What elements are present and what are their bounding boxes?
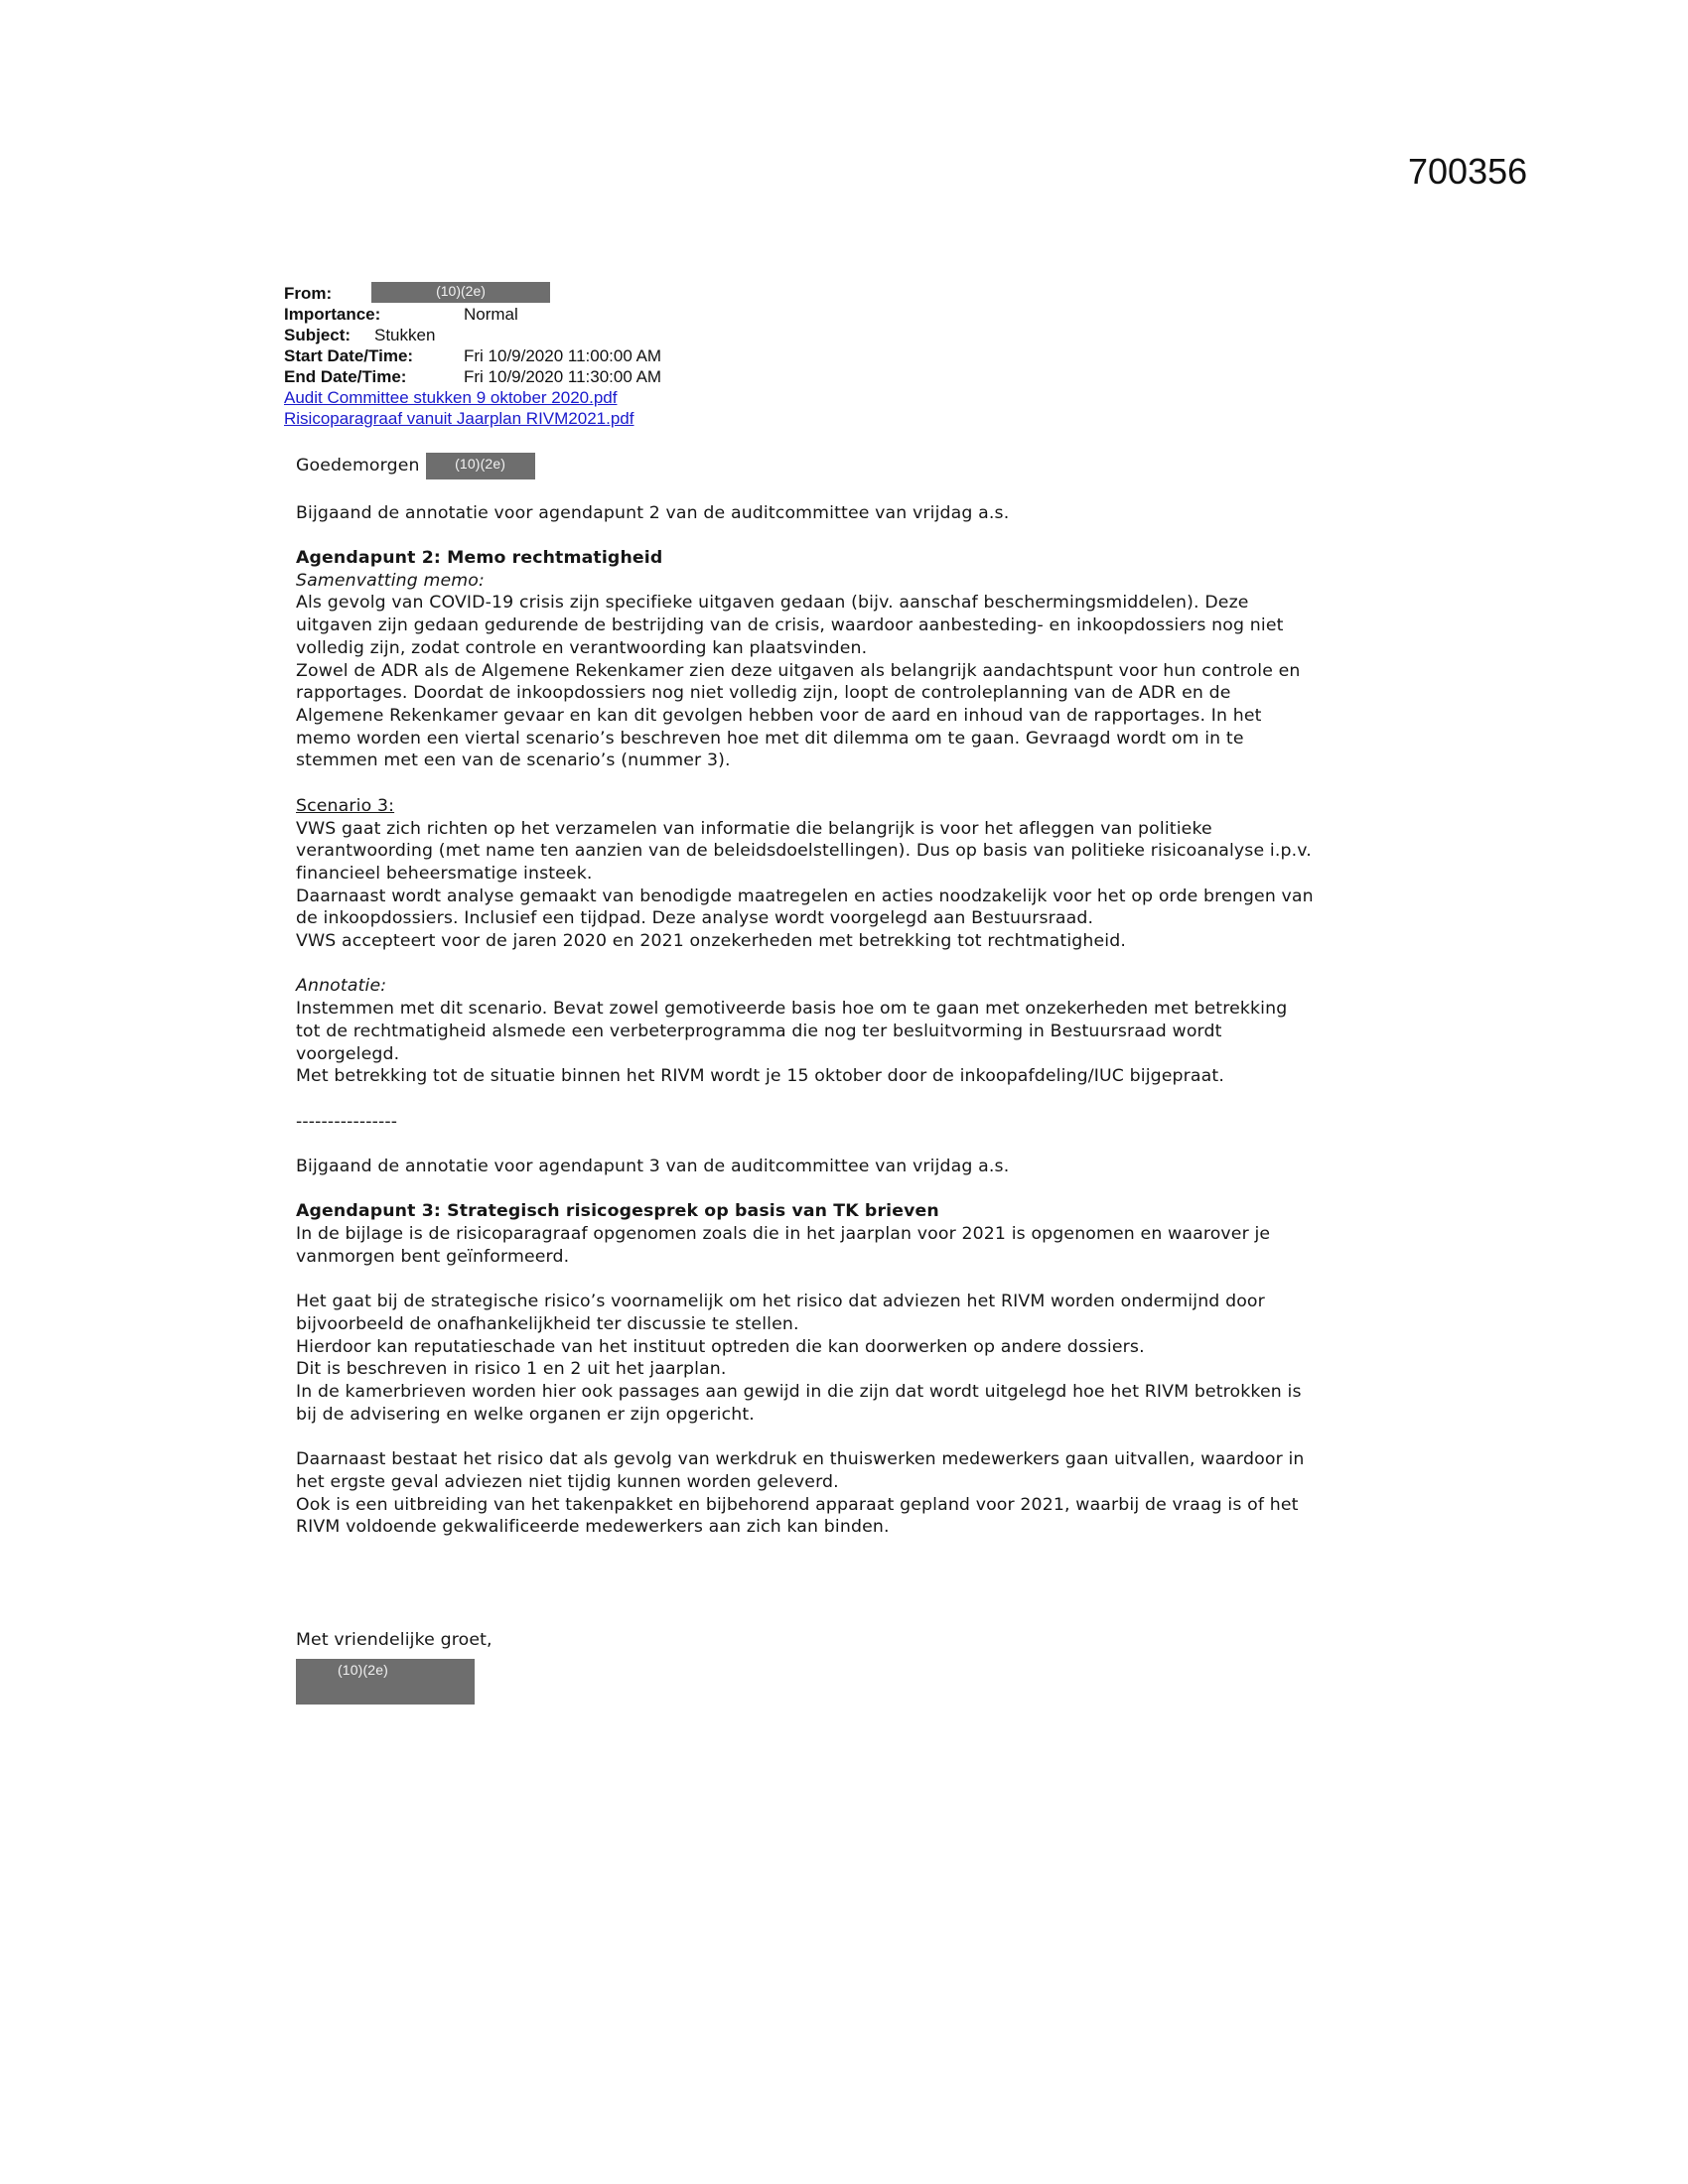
subject-value: Stukken xyxy=(374,326,436,344)
annotatie-line: tot de rechtmatigheid alsmede een verbeterprogramma die nog ter besluitvorming in Bestuursraad wordt xyxy=(296,1021,1222,1041)
intro-agenda-3: Bijgaand de annotatie voor agendapunt 3 van de auditcommittee van vrijdag a.s. xyxy=(296,1157,1010,1176)
agenda-2-line: Algemene Rekenkamer gevaar en kan dit gevolgen hebben voor de aard en inhoud van de rapportages. In het xyxy=(296,706,1262,726)
agenda-2-line: stemmen met een van de scenario’s (nummer 3). xyxy=(296,751,731,771)
agenda-3-line: Het gaat bij de strategische risico’s voornamelijk om het risico dat adviezen het RIVM worden ondermijnd door xyxy=(296,1292,1265,1312)
agenda-2-line: Als gevolg van COVID-19 crisis zijn specifieke uitgaven gedaan (bijv. aanschaf beschermingsmiddelen). Deze xyxy=(296,593,1249,614)
scenario-line: financieel beheersmatige insteek. xyxy=(296,863,593,884)
closing: Met vriendelijke groet, xyxy=(296,1629,492,1650)
agenda-2-line: rapportages. Doordat de inkoopdossiers nog niet volledig zijn, loopt de controleplanning van de ADR en de xyxy=(296,683,1231,704)
from-redaction: (10)(2e) xyxy=(371,282,550,303)
document-number: 700356 xyxy=(1408,151,1528,192)
agenda-2-title: Agendapunt 2: Memo rechtmatigheid xyxy=(296,548,663,569)
scenario-line: VWS gaat zich richten op het verzamelen van informatie die belangrijk is voor het afleggen van politieke xyxy=(296,818,1212,839)
scenario-line: verantwoording (met name ten aanzien van de beleidsdoelstellingen). Dus op basis van politieke risicoanalyse i.p.v. xyxy=(296,841,1312,862)
importance-label: Importance: xyxy=(284,305,381,324)
end-row xyxy=(284,366,979,387)
importance-row xyxy=(284,304,979,325)
agenda-2-summary-label: Samenvatting memo: xyxy=(296,570,485,591)
agenda-3-line: In de kamerbrieven worden hier ook passages aan gewijd in die zijn dat wordt uitgelegd hoe het RIVM betrokken is xyxy=(296,1382,1302,1402)
agenda-2-line: Zowel de ADR als de Algemene Rekenkamer zien deze uitgaven als belangrijk aandachtspunt voor hun controle en xyxy=(296,660,1301,681)
annotatie-line: voorgelegd. xyxy=(296,1043,400,1064)
agenda-2-line: uitgaven zijn gedaan gedurende de bestrijding van de crisis, waardoor aanbesteding- en inkoopdossiers nog niet xyxy=(296,615,1284,636)
agenda-3-line: RIVM voldoende gekwalificeerde medewerkers aan zich kan binden. xyxy=(296,1517,890,1538)
greeting-text: Goedemorgen xyxy=(296,456,420,477)
agenda-3-line: In de bijlage is de risicoparagraaf opgenomen zoals die in het jaarplan voor 2021 is opgenomen en waarover je xyxy=(296,1224,1271,1245)
agenda-3-line: Dit is beschreven in risico 1 en 2 uit het jaarplan. xyxy=(296,1359,727,1380)
importance-value: Normal xyxy=(464,305,518,324)
annotatie-label: Annotatie: xyxy=(296,976,387,997)
subject-label: Subject: xyxy=(284,326,352,344)
start-row xyxy=(284,345,979,366)
signature-block xyxy=(296,1659,1408,1705)
scenario-line: de inkoopdossiers. Inclusief een tijdpad. Deze analyse wordt voorgelegd aan Bestuursraad. xyxy=(296,908,1094,929)
agenda-2-line: memo worden een viertal scenario’s beschreven hoe met dit dilemma om te gaan. Gevraagd wordt om in te xyxy=(296,728,1244,749)
start-label: Start Date/Time: xyxy=(284,346,414,365)
end-value: Fri 10/9/2020 11:30:00 AM xyxy=(464,367,662,386)
agenda-2-line: volledig zijn, zodat controle en verantwoording kan plaatsvinden. xyxy=(296,637,868,658)
agenda-3-line: Ook is een uitbreiding van het takenpakket en bijbehorend apparaat gepland voor 2021, waarbij de vraag is of het xyxy=(296,1494,1299,1515)
agenda-3-line: bij de advisering en welke organen er zijn opgericht. xyxy=(296,1404,755,1425)
email-header xyxy=(284,283,979,429)
scenario-line: Daarnaast wordt analyse gemaakt van benodigde maatregelen en acties noodzakelijk voor het op orde brengen van xyxy=(296,886,1314,906)
email-body xyxy=(296,453,1408,1705)
greeting-redaction: (10)(2e) xyxy=(426,453,535,479)
annotatie-line: Instemmen met dit scenario. Bevat zowel gemotiveerde basis hoe om te gaan met onzekerheden met betrekking xyxy=(296,999,1288,1020)
attachment-link-audit-committee[interactable]: Audit Committee stukken 9 oktober 2020.pdf xyxy=(284,388,618,407)
from-label: From: xyxy=(284,284,333,303)
greeting-row xyxy=(296,453,1408,479)
from-row xyxy=(284,283,979,304)
agenda-3-line: bijvoorbeeld de onafhankelijkheid ter discussie te stellen. xyxy=(296,1313,799,1334)
agenda-3-line: het ergste geval adviezen niet tijdig kunnen worden geleverd. xyxy=(296,1471,839,1492)
scenario-line: VWS accepteert voor de jaren 2020 en 2021 onzekerheden met betrekking tot rechtmatigheid. xyxy=(296,931,1127,952)
separator: ---------------- xyxy=(296,1111,398,1132)
agenda-3-title: Agendapunt 3: Strategisch risicogesprek op basis van TK brieven xyxy=(296,1201,939,1222)
scenario-3-label: Scenario 3: xyxy=(296,795,395,816)
agenda-3-line: Hierdoor kan reputatieschade van het instituut optreden die kan doorwerken op andere dossiers. xyxy=(296,1336,1145,1357)
annotatie-line: Met betrekking tot de situatie binnen het RIVM wordt je 15 oktober door de inkoopafdeling/IUC bijgepraat. xyxy=(296,1066,1224,1087)
start-value: Fri 10/9/2020 11:00:00 AM xyxy=(464,346,662,365)
agenda-3-line: Daarnaast bestaat het risico dat als gevolg van werkdruk en thuiswerken medewerkers gaan uitvallen, waardoor in xyxy=(296,1449,1305,1470)
agenda-3-line: vanmorgen bent geïnformeerd. xyxy=(296,1246,570,1267)
subject-row xyxy=(284,325,979,345)
signature-redaction: (10)(2e) xyxy=(296,1659,475,1705)
intro-agenda-2: Bijgaand de annotatie voor agendapunt 2 van de auditcommittee van vrijdag a.s. xyxy=(296,502,1010,523)
attachment-link-risicoparagraaf[interactable]: Risicoparagraaf vanuit Jaarplan RIVM2021.pdf xyxy=(284,409,634,428)
end-label: End Date/Time: xyxy=(284,367,407,386)
